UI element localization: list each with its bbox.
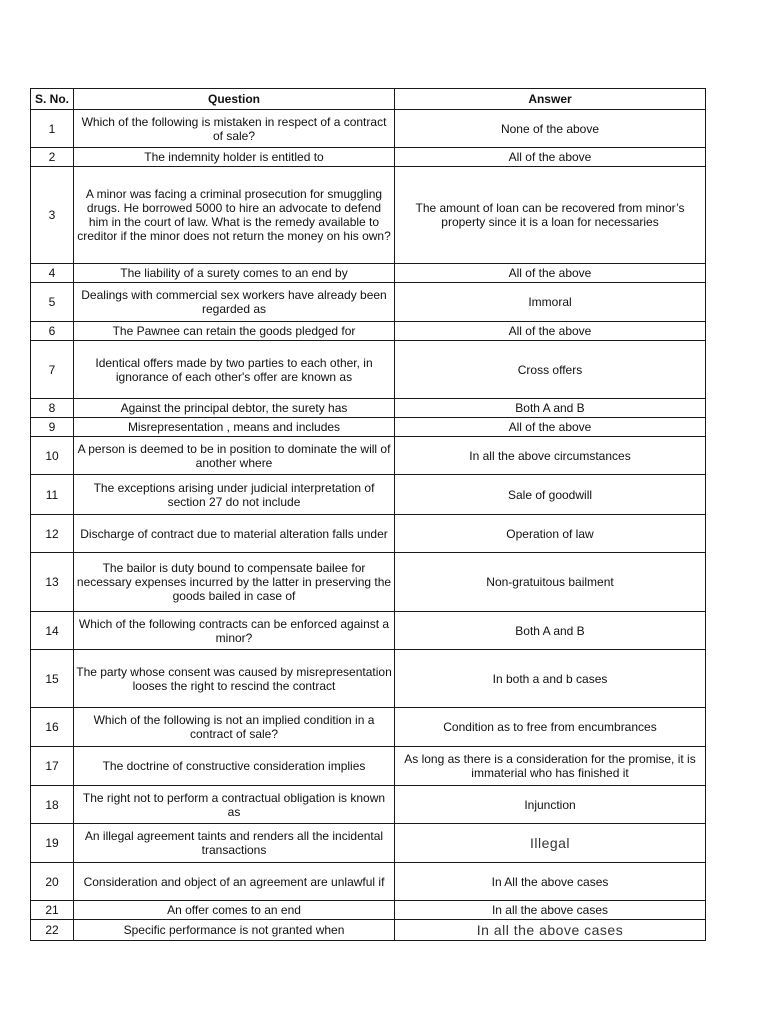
row-question: Which of the following contracts can be enforced against a minor? xyxy=(74,612,395,650)
row-question: Which of the following is not an implied condition in a contract of sale? xyxy=(74,708,395,747)
row-sno: 10 xyxy=(31,437,74,475)
row-answer: Operation of law xyxy=(395,515,706,553)
row-question: The indemnity holder is entitled to xyxy=(74,148,395,167)
row-answer: Injunction xyxy=(395,786,706,824)
row-answer: In all the above cases xyxy=(395,920,706,941)
table-row xyxy=(31,437,706,475)
table-row xyxy=(31,110,706,148)
row-question: The liability of a surety comes to an end by xyxy=(74,264,395,283)
row-sno: 20 xyxy=(31,863,74,901)
row-question: Misrepresentation , means and includes xyxy=(74,418,395,437)
table-row xyxy=(31,322,706,341)
row-question: The exceptions arising under judicial interpretation of section 27 do not include xyxy=(74,475,395,515)
row-answer: Sale of goodwill xyxy=(395,475,706,515)
row-sno: 18 xyxy=(31,786,74,824)
row-answer: Condition as to free from encumbrances xyxy=(395,708,706,747)
row-answer: The amount of loan can be recovered from minor’s property since it is a loan for necessaries xyxy=(395,167,706,264)
row-answer: All of the above xyxy=(395,418,706,437)
row-sno: 16 xyxy=(31,708,74,747)
header-answer: Answer xyxy=(395,89,706,110)
row-sno: 7 xyxy=(31,341,74,399)
row-sno: 1 xyxy=(31,110,74,148)
row-question: The right not to perform a contractual obligation is known as xyxy=(74,786,395,824)
row-sno: 17 xyxy=(31,747,74,786)
table-row xyxy=(31,399,706,418)
row-sno: 13 xyxy=(31,553,74,612)
header-row xyxy=(31,89,706,110)
row-question: A minor was facing a criminal prosecution for smuggling drugs. He borrowed 5000 to hire an advocate to defend him in the court of law. What is the remedy available to creditor if the minor does not return the money on his own? xyxy=(74,167,395,264)
table-row xyxy=(31,553,706,612)
table-row xyxy=(31,264,706,283)
row-sno: 14 xyxy=(31,612,74,650)
table-row xyxy=(31,650,706,708)
table-row xyxy=(31,612,706,650)
row-question: A person is deemed to be in position to dominate the will of another where xyxy=(74,437,395,475)
table-row xyxy=(31,747,706,786)
row-answer: In all the above circumstances xyxy=(395,437,706,475)
table-row xyxy=(31,708,706,747)
row-answer: All of the above xyxy=(395,148,706,167)
row-sno: 12 xyxy=(31,515,74,553)
table-row xyxy=(31,283,706,322)
row-sno: 15 xyxy=(31,650,74,708)
row-answer: Immoral xyxy=(395,283,706,322)
row-sno: 21 xyxy=(31,901,74,920)
row-question: The bailor is duty bound to compensate bailee for necessary expenses incurred by the latter in preserving the goods bailed in case of xyxy=(74,553,395,612)
row-question: Specific performance is not granted when xyxy=(74,920,395,941)
row-answer: In All the above cases xyxy=(395,863,706,901)
header-question: Question xyxy=(74,89,395,110)
row-sno: 6 xyxy=(31,322,74,341)
row-answer: In both a and b cases xyxy=(395,650,706,708)
table-row xyxy=(31,341,706,399)
row-sno: 11 xyxy=(31,475,74,515)
row-answer: Both A and B xyxy=(395,612,706,650)
table-row xyxy=(31,824,706,863)
row-answer: Both A and B xyxy=(395,399,706,418)
row-question: Dealings with commercial sex workers have already been regarded as xyxy=(74,283,395,322)
row-answer: Illegal xyxy=(395,824,706,863)
row-question: An illegal agreement taints and renders all the incidental transactions xyxy=(74,824,395,863)
row-question: Consideration and object of an agreement are unlawful if xyxy=(74,863,395,901)
row-question: Discharge of contract due to material alteration falls under xyxy=(74,515,395,553)
table-row xyxy=(31,920,706,941)
row-answer: All of the above xyxy=(395,264,706,283)
table-row xyxy=(31,418,706,437)
table-row xyxy=(31,148,706,167)
row-sno: 4 xyxy=(31,264,74,283)
row-answer: As long as there is a consideration for the promise, it is immaterial who has finished it xyxy=(395,747,706,786)
row-answer: None of the above xyxy=(395,110,706,148)
row-answer: In all the above cases xyxy=(395,901,706,920)
table-row xyxy=(31,515,706,553)
row-sno: 19 xyxy=(31,824,74,863)
qa-sheet xyxy=(30,88,705,941)
row-sno: 22 xyxy=(31,920,74,941)
row-answer: Cross offers xyxy=(395,341,706,399)
row-sno: 9 xyxy=(31,418,74,437)
row-answer: All of the above xyxy=(395,322,706,341)
header-sno: S. No. xyxy=(31,89,74,110)
row-sno: 5 xyxy=(31,283,74,322)
row-question: Which of the following is mistaken in respect of a contract of sale? xyxy=(74,110,395,148)
row-question: An offer comes to an end xyxy=(74,901,395,920)
table-row xyxy=(31,901,706,920)
table-row xyxy=(31,475,706,515)
row-question: The Pawnee can retain the goods pledged for xyxy=(74,322,395,341)
table-row xyxy=(31,863,706,901)
row-sno: 3 xyxy=(31,167,74,264)
table-row xyxy=(31,167,706,264)
qa-table xyxy=(30,88,706,941)
row-question: Identical offers made by two parties to each other, in ignorance of each other's offer are known as xyxy=(74,341,395,399)
row-sno: 8 xyxy=(31,399,74,418)
row-sno: 2 xyxy=(31,148,74,167)
row-question: Against the principal debtor, the surety has xyxy=(74,399,395,418)
row-answer: Non-gratuitous bailment xyxy=(395,553,706,612)
row-question: The doctrine of constructive consideration implies xyxy=(74,747,395,786)
row-question: The party whose consent was caused by misrepresentation looses the right to rescind the contract xyxy=(74,650,395,708)
table-row xyxy=(31,786,706,824)
